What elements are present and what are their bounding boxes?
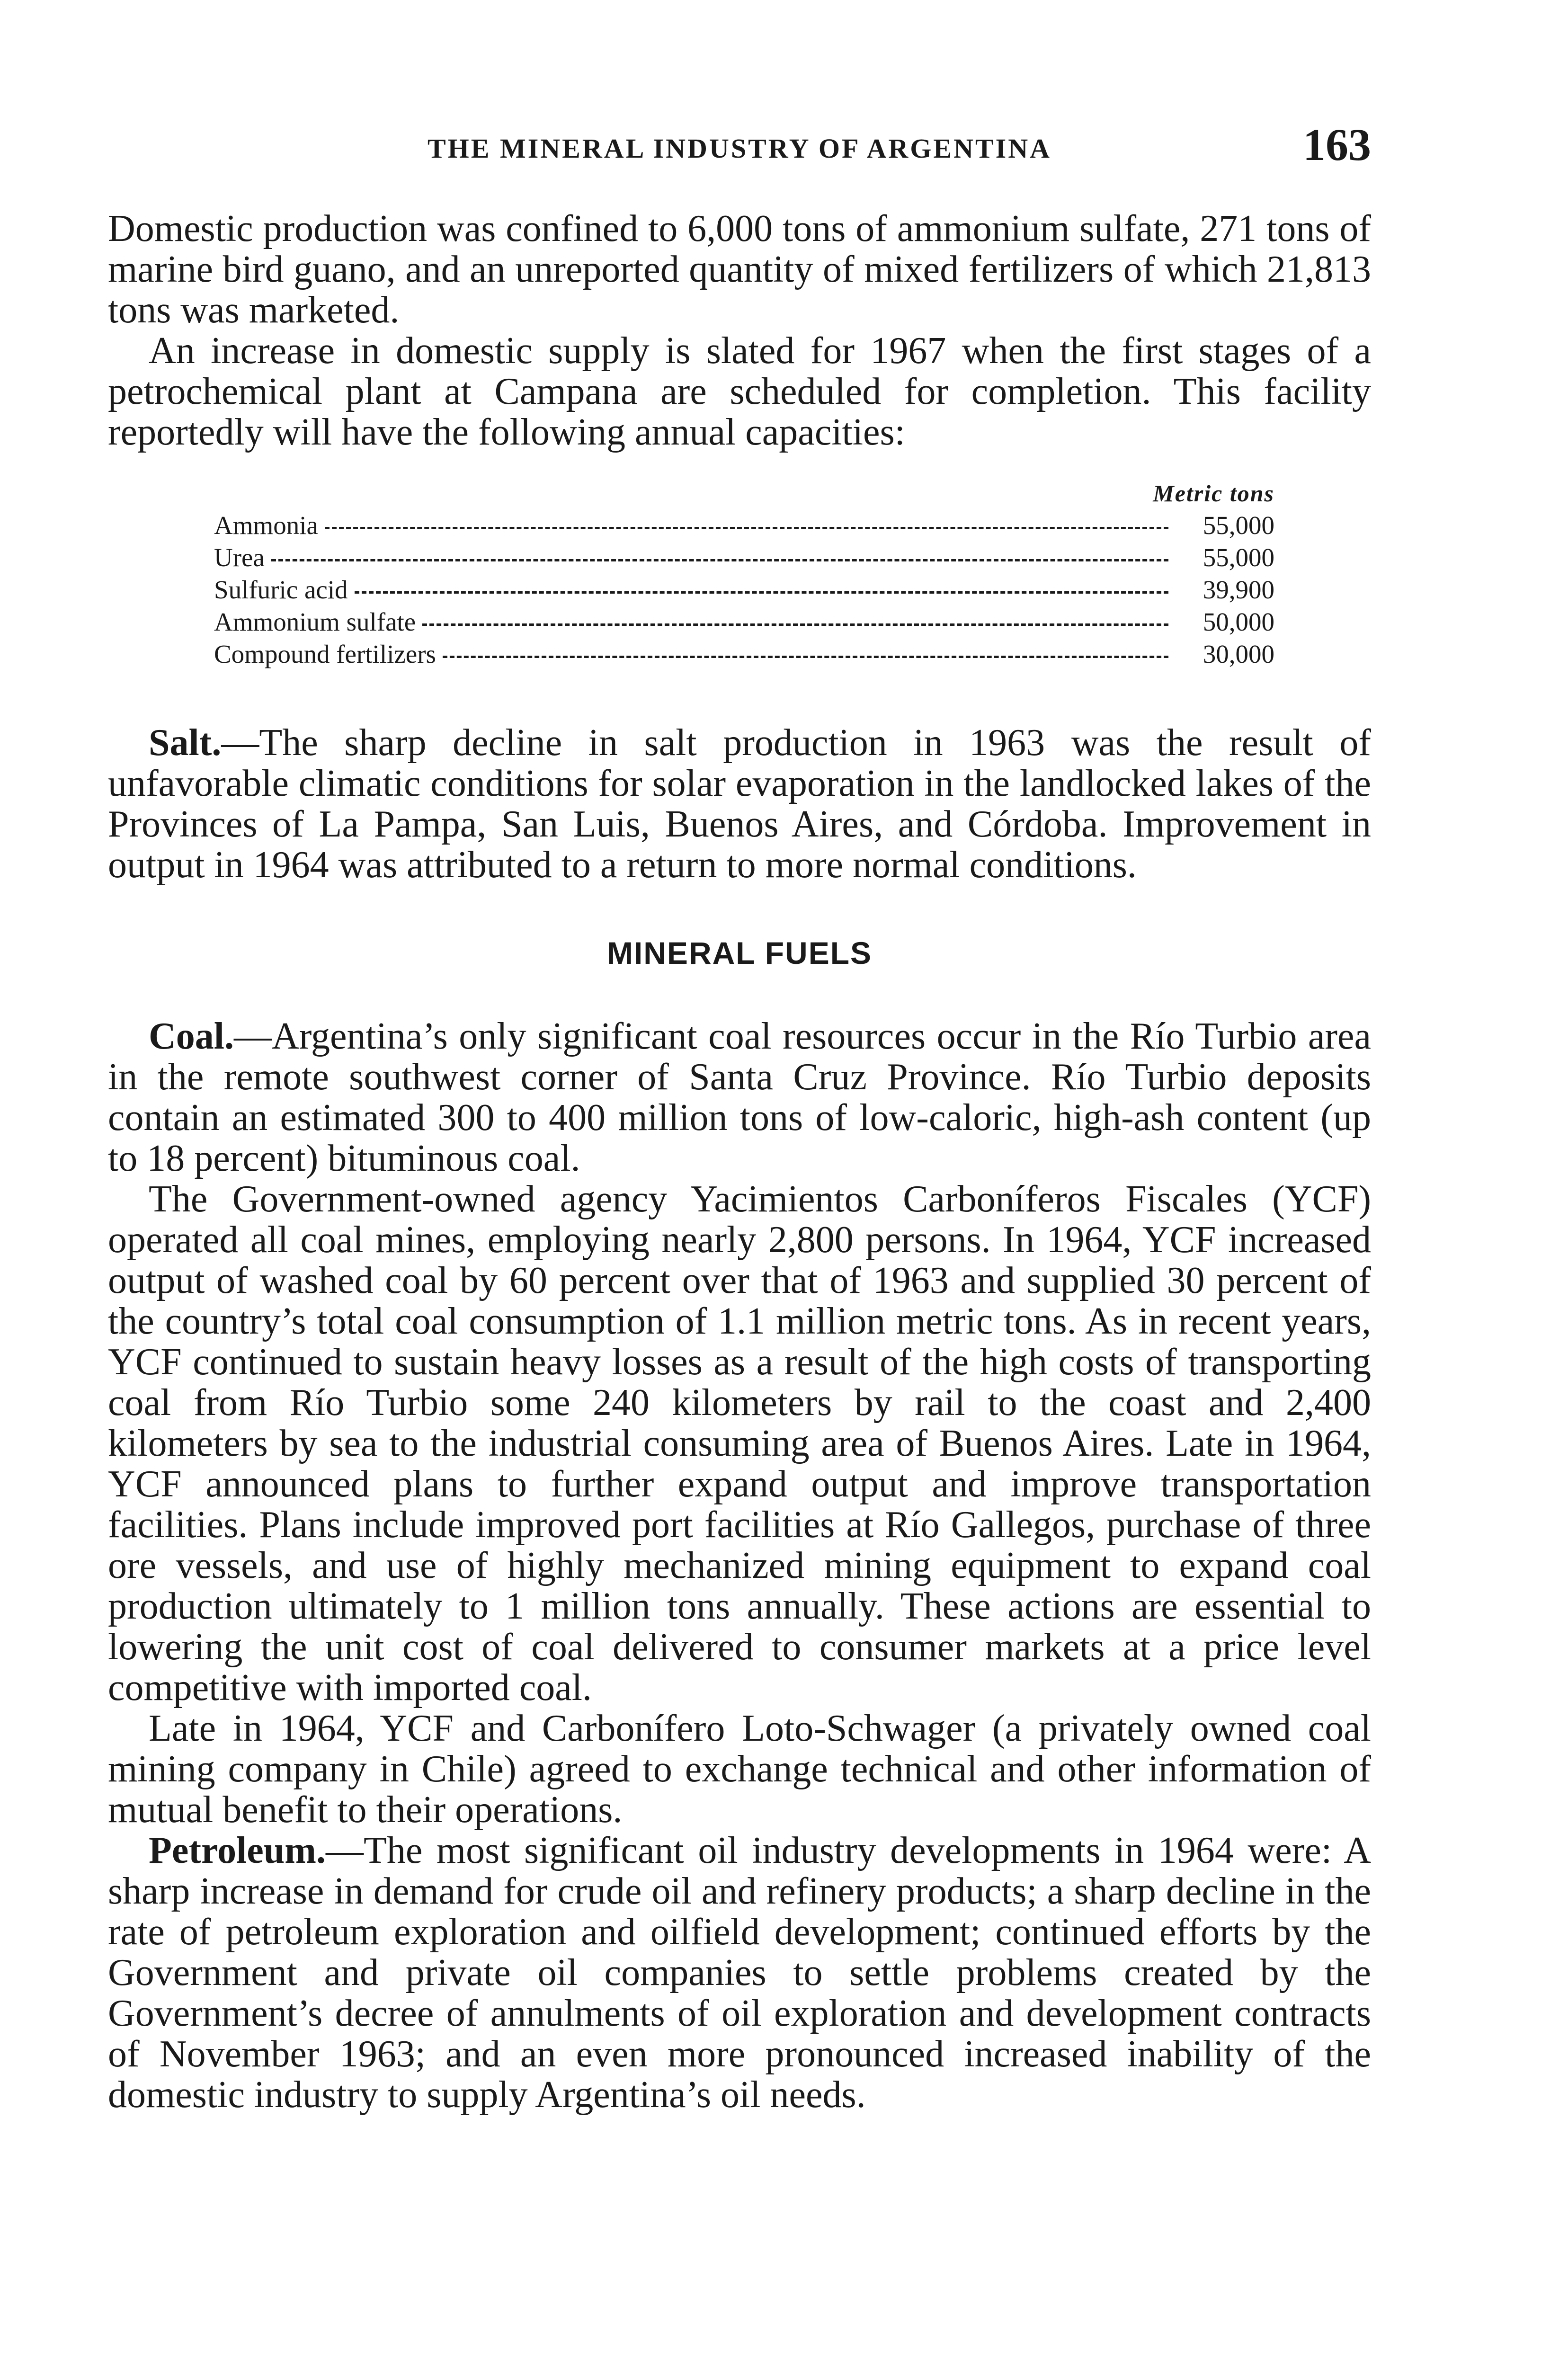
dot-leader [325, 527, 1168, 529]
salt-text: —The sharp decline in salt production in 1963 was the result of unfavorable climatic conditions for solar evaporation in the landlocked lakes of the Provinces of La Pampa, San Luis, Buenos Aires, and Córdoba. Improvement in output in 1964 was attributed to a return to more normal conditions. [108, 722, 1371, 886]
capacities-table [214, 477, 1274, 670]
capacity-value: 55,000 [1203, 543, 1274, 572]
run-in-heading-salt: Salt. [149, 722, 222, 764]
capacity-row [214, 574, 1274, 606]
dot-leader [271, 559, 1168, 561]
capacity-value: 39,900 [1203, 575, 1274, 604]
section-heading: MINERAL FUELS [606, 935, 873, 970]
run-in-heading-coal: Coal. [149, 1015, 234, 1057]
page-header [108, 118, 1371, 180]
paragraph-campana-plant: An increase in domestic supply is slated for 1967 when the first stages of a petrochemical plant at Campana are scheduled for completion. This facility reportedly will have the following annual capacities: [108, 330, 1371, 453]
capacities-unit-label: Metric tons [1153, 480, 1274, 507]
paragraph-fertilizer-production: Domestic production was confined to 6,000 tons of ammonium sulfate, 271 tons of marine bird guano, and an unreported quantity of mixed fertilizers of which 21,813 tons was marketed. [108, 208, 1371, 331]
paragraph-petroleum [108, 1830, 1371, 2115]
capacity-row [214, 509, 1274, 542]
paragraph-coal [108, 1016, 1371, 1179]
capacity-name: Ammonium sulfate [214, 607, 416, 636]
capacity-value: 50,000 [1203, 607, 1274, 636]
run-in-heading-petroleum: Petroleum. [149, 1830, 326, 1871]
spacer [108, 670, 1371, 722]
body-text [108, 208, 1371, 2115]
dot-leader [355, 591, 1168, 594]
capacity-row [214, 542, 1274, 574]
running-head: THE MINERAL INDUSTRY OF ARGENTINA [427, 133, 1052, 164]
capacity-name: Compound fertilizers [214, 640, 436, 668]
capacity-row [214, 638, 1274, 670]
capacity-value: 30,000 [1203, 640, 1274, 668]
capacity-name: Urea [214, 543, 265, 572]
page-number: 163 [1303, 119, 1371, 170]
dot-leader [422, 623, 1168, 626]
capacity-value: 55,000 [1203, 511, 1274, 540]
paragraph-loto-schwager: Late in 1964, YCF and Carbonífero Loto-Schwager (a privately owned coal mining company in Chile) agreed to exchange technical and other information of mutual benefit to their operations. [108, 1708, 1371, 1831]
capacity-row [214, 606, 1274, 638]
capacity-name: Ammonia [214, 511, 318, 540]
paragraph-ycf: The Government-owned agency Yacimientos Carboníferos Fiscales (YCF) operated all coal mines, employing nearly 2,800 persons. In 1964, YCF increased output of washed coal by 60 percent over that of 1963 and supplied 30 percent of the country’s total coal consumption of 1.1 million metric tons. As in recent years, YCF continued to sustain heavy losses as a result of the high costs of transporting coal from Río Turbio some 240 kilometers by rail to the coast and 2,400 kilometers by sea to the industrial consuming area of Buenos Aires. Late in 1964, YCF announced plans to further expand output and improve transportation facilities. Plans include improved port facilities at Río Gallegos, purchase of three ore vessels, and use of highly mechanized mining equipment to expand coal production ultimately to 1 million tons annually. These actions are essential to lowering the unit cost of coal delivered to consumer markets at a price level competitive with imported coal. [108, 1178, 1371, 1709]
coal-text: —Argentina’s only significant coal resources occur in the Río Turbio area in the remote southwest corner of Santa Cruz Province. Río Turbio deposits contain an estimated 300 to 400 million tons of low-caloric, high-ash content (up to 18 percent) bituminous coal. [108, 1015, 1371, 1179]
dot-leader [443, 656, 1168, 658]
paragraph-salt [108, 722, 1371, 885]
petroleum-text: —The most significant oil industry developments in 1964 were: A sharp increase in demand for crude oil and refinery products; a sharp decline in the rate of petroleum exploration and oilfield development; continued efforts by the Government and private oil companies to settle problems created by the Government’s decree of annulments of oil exploration and development contracts of November 1963; and an even more pronounced increased inability of the domestic industry to supply Argentina’s oil needs. [108, 1830, 1371, 2116]
capacity-name: Sulfuric acid [214, 575, 348, 604]
